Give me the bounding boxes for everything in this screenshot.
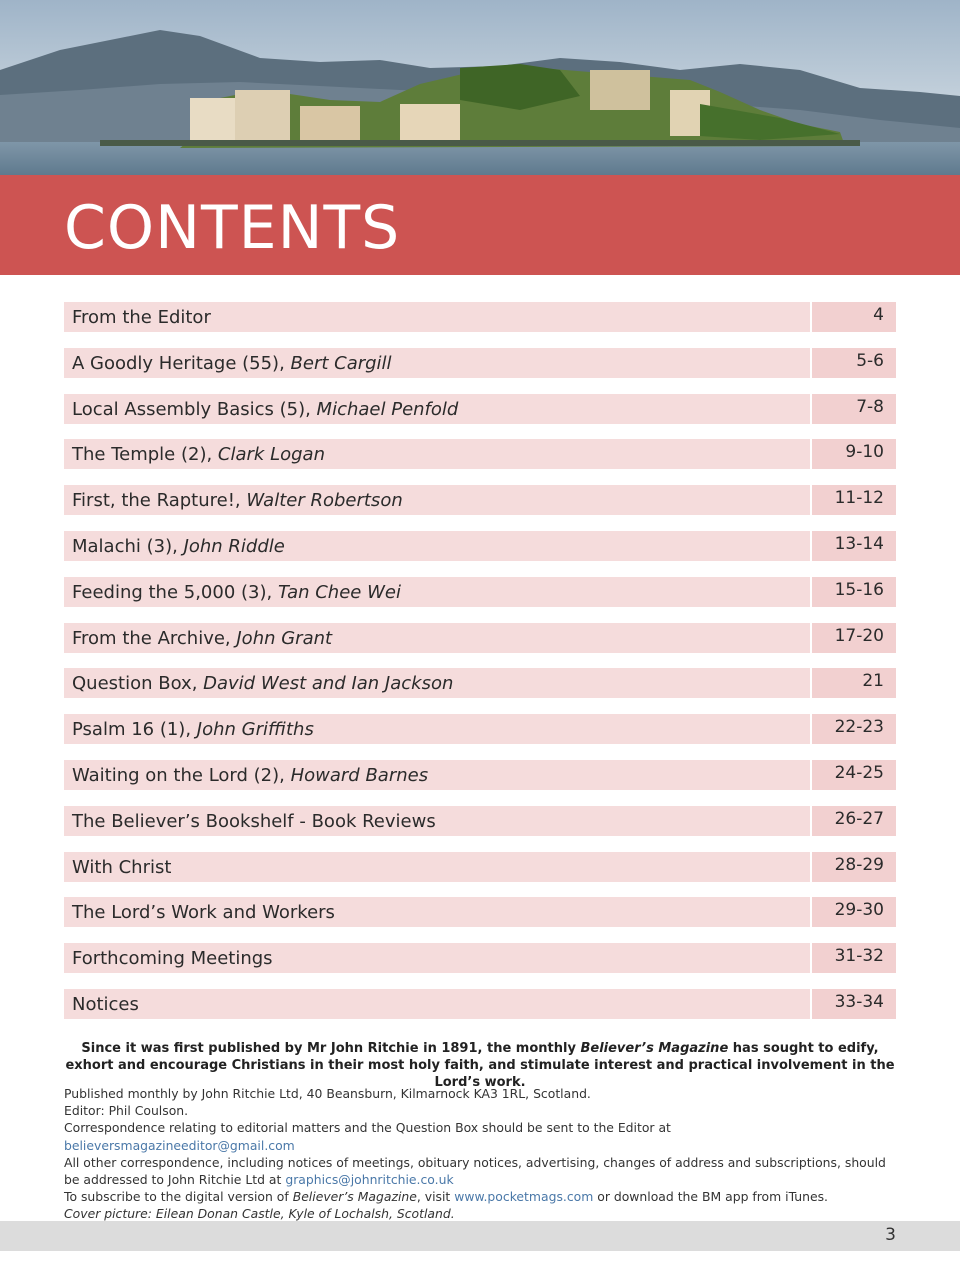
toc-entry-title: [64, 485, 810, 515]
toc-author: Bert Cargill: [290, 352, 392, 374]
toc-title-text: First, the Rapture!,: [72, 490, 247, 512]
page-footer: [0, 1221, 960, 1251]
subscribe-magazine-name: Believer’s Magazine: [292, 1189, 417, 1205]
cover-photo: [0, 0, 960, 175]
other-correspondence-line: [64, 1154, 904, 1188]
toc-entry-title: [64, 806, 810, 836]
toc-entry-title: [64, 760, 810, 790]
toc-entry-title: [64, 302, 810, 332]
toc-entry-title: [64, 852, 810, 882]
toc-page-range: 13-14: [812, 531, 896, 561]
toc-title-text: Malachi (3),: [72, 535, 184, 557]
toc-page-range: 28-29: [812, 852, 896, 882]
toc-title-text: The Temple (2),: [72, 444, 218, 466]
cover-caption-text: Cover picture: Eilean Donan Castle, Kyle of Lochalsh, Scotland.: [64, 1206, 455, 1222]
toc-page-range: 7-8: [812, 394, 896, 424]
toc-entry-title: [64, 668, 810, 698]
toc-title-text: From the Archive,: [72, 627, 237, 649]
toc-row[interactable]: [64, 897, 896, 927]
toc-entry-title: [64, 714, 810, 744]
toc-entry-title: [64, 394, 810, 424]
toc-page-range: 15-16: [812, 577, 896, 607]
toc-title-text: Notices: [72, 993, 139, 1015]
toc-entry-title: [64, 348, 810, 378]
contents-banner: [0, 175, 960, 275]
toc-page-range: 29-30: [812, 897, 896, 927]
mission-text-before: Since it was first published by Mr John Ritchie in 1891, the monthly: [81, 1041, 581, 1056]
toc-page-range: 22-23: [812, 714, 896, 744]
toc-page-range: 21: [812, 668, 896, 698]
toc-page-range: 9-10: [812, 439, 896, 469]
toc-row[interactable]: [64, 439, 896, 469]
toc-row[interactable]: [64, 806, 896, 836]
toc-page-range: 33-34: [812, 989, 896, 1019]
toc-entry-title: [64, 439, 810, 469]
graphics-email-link[interactable]: graphics@johnritchie.co.uk: [285, 1172, 454, 1188]
toc-title-text: With Christ: [72, 856, 172, 878]
toc-title-text: Question Box,: [72, 673, 204, 695]
editor-email-link[interactable]: believersmagazineeditor@gmail.com: [64, 1137, 295, 1153]
toc-page-range: 17-20: [812, 623, 896, 653]
page-title: CONTENTS: [64, 193, 401, 263]
subscribe-line: [64, 1188, 904, 1205]
toc-title-text: Psalm 16 (1),: [72, 719, 197, 741]
toc-row[interactable]: [64, 668, 896, 698]
mission-statement: [64, 1040, 896, 1091]
toc-title-text: A Goodly Heritage (55),: [72, 352, 291, 374]
toc-entry-title: [64, 623, 810, 653]
toc-page-range: 31-32: [812, 943, 896, 973]
toc-page-range: 26-27: [812, 806, 896, 836]
toc-title-text: Waiting on the Lord (2),: [72, 764, 291, 786]
publisher-line: Published monthly by John Ritchie Ltd, 40 Beansburn, Kilmarnock KA3 1RL, Scotland.: [64, 1086, 591, 1101]
toc-entry-title: [64, 943, 810, 973]
toc-title-text: Local Assembly Basics (5),: [72, 398, 317, 420]
toc-row[interactable]: [64, 577, 896, 607]
page-number: 3: [885, 1225, 896, 1245]
subscribe-text-mid: , visit: [416, 1189, 455, 1205]
toc-author: John Riddle: [183, 535, 285, 557]
toc-row[interactable]: [64, 394, 896, 424]
toc-author: Michael Penfold: [316, 398, 459, 420]
toc-author: David West and Ian Jackson: [203, 673, 454, 695]
toc-row[interactable]: [64, 485, 896, 515]
mission-text-after: has sought to edify, exhort and encourage Christians in their most holy faith, and stimulate interest and practical involvement in the Lord’s work.: [65, 1041, 895, 1090]
toc-page-range: 5-6: [812, 348, 896, 378]
editor-line: Editor: Phil Coulson.: [64, 1103, 189, 1119]
toc-entry-title: [64, 577, 810, 607]
toc-title-text: The Lord’s Work and Workers: [72, 902, 335, 924]
mission-magazine-name: Believer’s Magazine: [580, 1041, 729, 1056]
toc-entry-title: [64, 531, 810, 561]
publication-info: [64, 1085, 904, 1223]
toc-row[interactable]: [64, 714, 896, 744]
toc-row[interactable]: [64, 623, 896, 653]
toc-author: Howard Barnes: [290, 764, 429, 786]
toc-row[interactable]: [64, 852, 896, 882]
toc-author: Clark Logan: [217, 444, 325, 466]
island-landscape-image: [0, 0, 960, 175]
toc-entry-title: [64, 897, 810, 927]
toc-row[interactable]: [64, 760, 896, 790]
toc-title-text: Forthcoming Meetings: [72, 948, 273, 970]
toc-author: Walter Robertson: [246, 490, 403, 512]
other-correspondence-text: All other correspondence, including notices of meetings, obituary notices, advertising, changes of address and subscriptions, should be addressed to John Ritchie Ltd at: [64, 1154, 886, 1188]
correspondence-line: [64, 1119, 904, 1153]
subscribe-text-before: To subscribe to the digital version of: [64, 1189, 293, 1205]
toc-title-text: Feeding the 5,000 (3),: [72, 581, 278, 603]
toc-row[interactable]: [64, 989, 896, 1019]
toc-author: Tan Chee Wei: [277, 581, 401, 603]
toc-page-range: 4: [812, 302, 896, 332]
toc-title-text: The Believer’s Bookshelf - Book Reviews: [72, 810, 436, 832]
toc-author: John Griffiths: [196, 719, 314, 741]
toc-page-range: 11-12: [812, 485, 896, 515]
toc-row[interactable]: [64, 943, 896, 973]
toc-row[interactable]: [64, 302, 896, 332]
toc-author: John Grant: [236, 627, 333, 649]
subscribe-text-after: or download the BM app from iTunes.: [593, 1189, 828, 1205]
toc-row[interactable]: [64, 348, 896, 378]
toc-page-range: 24-25: [812, 760, 896, 790]
correspondence-text: Correspondence relating to editorial matters and the Question Box should be sent to the Editor at: [64, 1120, 671, 1136]
toc-row[interactable]: [64, 531, 896, 561]
toc-title-text: From the Editor: [72, 307, 211, 328]
table-of-contents: [64, 302, 896, 1035]
pocketmags-link[interactable]: www.pocketmags.com: [454, 1189, 594, 1205]
toc-entry-title: [64, 989, 810, 1019]
